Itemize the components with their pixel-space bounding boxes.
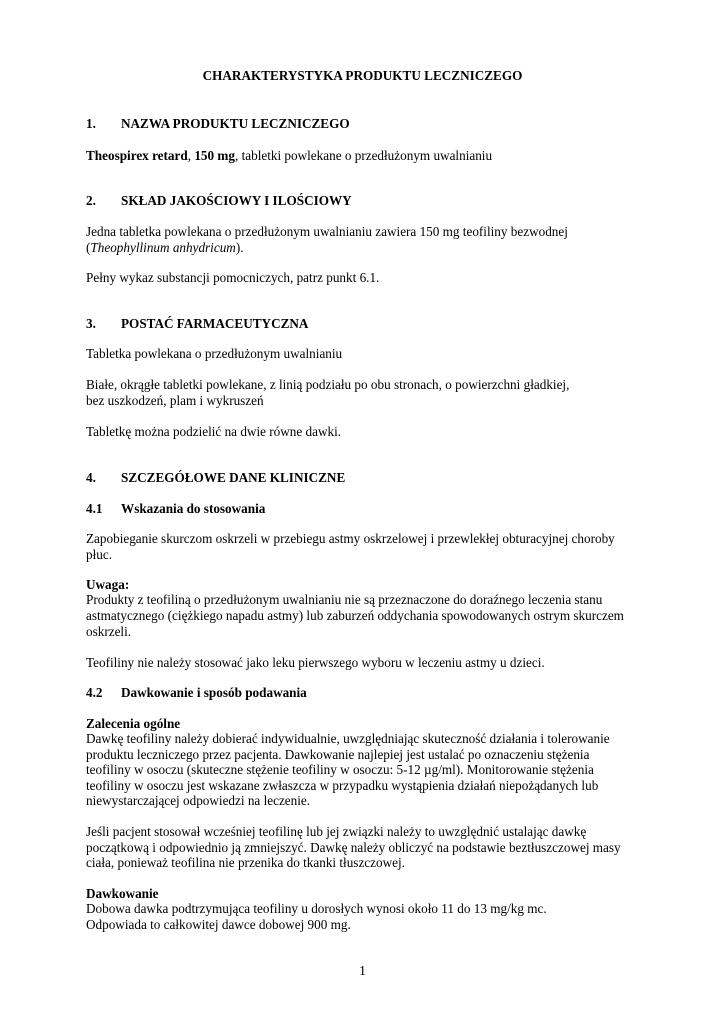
note-label: Uwaga: [86,577,130,592]
product-dose: 150 mg [194,148,235,163]
paren-open: ( [86,240,91,255]
latin-name: Theophyllinum anhydricum [90,240,236,255]
general-line-3: teofiliny w osoczu (skuteczne stężenie teofiliny w osoczu: 5-12 µg/ml). Monitorowanie stężenia [86,762,594,777]
section-3-title: POSTAĆ FARMACEUTYCZNA [121,316,309,331]
section-2-title: SKŁAD JAKOŚCIOWY I ILOŚCIOWY [121,193,352,208]
subsection-4-1-title: Wskazania do stosowania [121,501,266,516]
general-recommendations-label: Zalecenia ogólne [86,716,181,731]
subsection-4-2-heading [86,685,646,701]
section-4-title: SZCZEGÓŁOWE DANE KLINICZNE [121,470,346,485]
dosing-line-2: Odpowiada to całkowitej dawce dobowej 900 mg. [86,917,351,932]
product-name-separator: , [187,148,195,163]
general-line-4: teofiliny w osoczu jest wskazane zwłaszcza w przypadku wystąpienia działań niepożądanych lub [86,778,599,793]
division-note: Tabletkę można podzielić na dwie równe dawki. [86,424,342,439]
appearance-line-1: Białe, okrągłe tabletki powlekane, z linią podziału po obu stronach, o powierzchni gładkiej, [86,377,570,392]
note-line-3: oskrzeli. [86,624,132,639]
composition-line-1: Jedna tabletka powlekana o przedłużonym uwalnianiu zawiera 150 mg teofiliny bezwodnej [86,224,568,239]
appearance-line-2: bez uszkodzeń, plam i wykruszeń [86,393,264,408]
subsection-4-2-number: 4.2 [86,685,103,700]
section-1-heading [86,116,646,132]
section-2-heading [86,193,646,209]
section-3-number: 3. [86,316,96,331]
children-note: Teofiliny nie należy stosować jako leku pierwszego wyboru w leczeniu astmy u dzieci. [86,655,545,670]
product-name: Theospirex retard [86,148,188,163]
document-title: CHARAKTERYSTYKA PRODUKTU LECZNICZEGO [202,68,523,83]
section-4-heading [86,470,646,486]
section-1-number: 1. [86,116,96,131]
subsection-4-1-number: 4.1 [86,501,103,516]
section-3-heading [86,316,646,332]
product-name-line [86,148,646,164]
dosing-line-1: Dobowa dawka podtrzymująca teofiliny u dorosłych wynosi około 11 do 13 mg/kg mc. [86,901,547,916]
note-line-1: Produkty z teofiliną o przedłużonym uwalnianiu nie są przeznaczone do doraźnego leczenia stanu [86,592,603,607]
prior-treatment-line-1: Jeśli pacjent stosował wcześniej teofilinę lub jej związki należy to uwzględnić ustalając dawkę [86,824,587,839]
section-4-number: 4. [86,470,96,485]
indication-line-1: Zapobieganie skurczom oskrzeli w przebiegu astmy oskrzelowej i przewlekłej obturacyjnej choroby [86,531,615,546]
note-line-2: astmatycznego (ciężkiego napadu astmy) lub zaburzeń oddychania spowodowanych ostrym skurczem [86,608,624,623]
prior-treatment-line-3: ciała, ponieważ teofilina nie przenika do tkanki tłuszczowej. [86,855,405,870]
excipients-note: Pełny wykaz substancji pomocniczych, patrz punkt 6.1. [86,270,380,285]
subsection-4-2-title: Dawkowanie i sposób podawania [121,685,307,700]
prior-treatment-line-2: początkową i odpowiednio ją zmniejszyć. Dawkę należy obliczyć na podstawie beztłuszczowej masy [86,840,621,855]
product-form: , tabletki powlekane o przedłużonym uwalnianiu [234,148,493,163]
page-number: 1 [359,964,366,979]
paren-close: ). [235,240,244,255]
section-1-title: NAZWA PRODUKTU LECZNICZEGO [121,116,350,131]
general-line-1: Dawkę teofiliny należy dobierać indywidualnie, uwzględniając skuteczność działania i tolerowanie [86,731,610,746]
composition-line-2 [86,240,646,256]
section-2-number: 2. [86,193,96,208]
form-description: Tabletka powlekana o przedłużonym uwalnianiu [86,346,343,361]
dosing-label: Dawkowanie [86,886,159,901]
general-line-5: niewystarczającej odpowiedzi na leczenie. [86,793,311,808]
indication-line-2: płuc. [86,547,113,562]
subsection-4-1-heading [86,501,646,517]
general-line-2: produktu leczniczego przez pacjenta. Dawkowanie najlepiej jest ustalać po oznaczeniu stężenia [86,747,590,762]
